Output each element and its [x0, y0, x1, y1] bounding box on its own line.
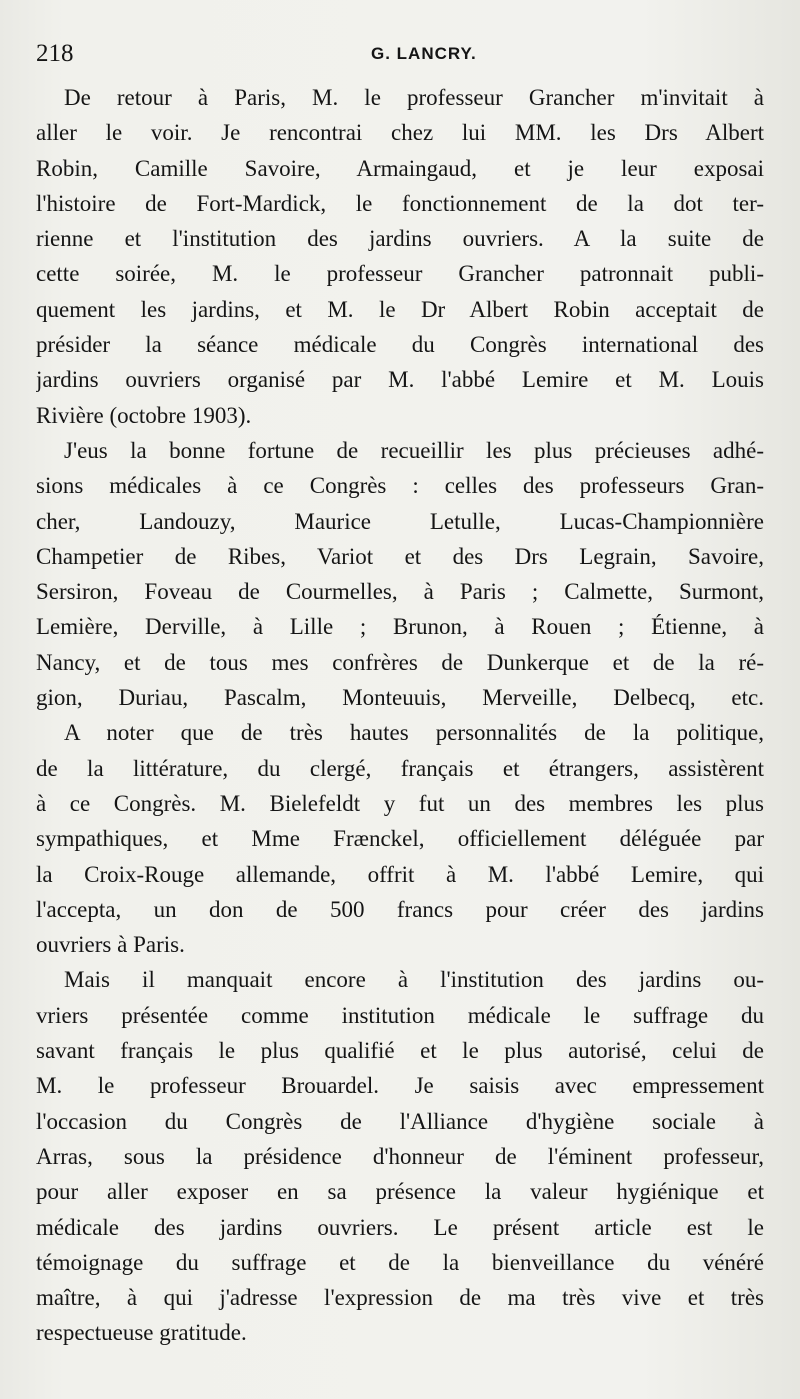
paragraph-4	[36, 962, 764, 1350]
text-line: médicale des jardins ouvriers. Le présent article est le	[36, 1214, 764, 1240]
text-line: cher, Landouzy, Maurice Letulle, Lucas-Championnière	[36, 508, 764, 534]
text-line: Nancy, et de tous mes confrères de Dunkerque et de la ré-	[36, 649, 764, 675]
text-line: la Croix-Rouge allemande, offrit à M. l'abbé Lemire, qui	[36, 861, 764, 887]
text-line: J'eus la bonne fortune de recueillir les plus précieuses adhé-	[64, 437, 764, 463]
running-head: G. LANCRY.	[371, 44, 477, 63]
body-text	[36, 80, 764, 1351]
text-line: vriers présentée comme institution médicale le suffrage du	[36, 1002, 764, 1028]
text-line: présider la séance médicale du Congrès international des	[36, 332, 764, 358]
text-line: cette soirée, M. le professeur Grancher patronnait publi-	[36, 261, 764, 287]
text-line: ouvriers à Paris.	[36, 932, 185, 958]
text-line: Rivière (octobre 1903).	[36, 402, 252, 428]
text-line: aller le voir. Je rencontrai chez lui MM. les Drs Albert	[36, 120, 764, 146]
paragraph-3	[36, 715, 764, 962]
text-line: M. le professeur Brouardel. Je saisis avec empressement	[36, 1073, 764, 1099]
text-line: Mais il manquait encore à l'institution des jardins ou-	[64, 967, 764, 993]
text-line: maître, à qui j'adresse l'expression de ma très vive et très	[36, 1285, 764, 1311]
text-line: l'histoire de Fort-Mardick, le fonctionnement de la dot ter-	[36, 190, 764, 216]
text-line: jardins ouvriers organisé par M. l'abbé Lemire et M. Louis	[36, 367, 764, 393]
text-line: sympathiques, et Mme Frænckel, officiellement déléguée par	[36, 826, 764, 852]
text-line: Lemière, Derville, à Lille ; Brunon, à Rouen ; Étienne, à	[36, 614, 764, 640]
text-line: Sersiron, Foveau de Courmelles, à Paris ; Calmette, Surmont,	[36, 579, 764, 605]
paragraph-1	[36, 80, 764, 433]
text-line: témoignage du suffrage et de la bienveillance du vénéré	[36, 1249, 764, 1275]
text-line: gion, Duriau, Pascalm, Monteuuis, Merveille, Delbecq, etc.	[36, 685, 764, 711]
text-line: De retour à Paris, M. le professeur Grancher m'invitait à	[64, 85, 764, 110]
text-line: sions médicales à ce Congrès : celles des professeurs Gran-	[36, 473, 764, 499]
page-header	[36, 40, 764, 74]
text-line: rienne et l'institution des jardins ouvriers. A la suite de	[36, 226, 764, 252]
text-line: quement les jardins, et M. le Dr Albert Robin acceptait de	[36, 296, 764, 322]
text-line: à ce Congrès. M. Bielefeldt y fut un des membres les plus	[36, 790, 764, 816]
text-line: Robin, Camille Savoire, Armaingaud, et je leur exposai	[36, 155, 764, 181]
text-line: Champetier de Ribes, Variot et des Drs Legrain, Savoire,	[36, 543, 764, 569]
text-line: savant français le plus qualifié et le plus autorisé, celui de	[36, 1038, 764, 1064]
text-line: l'accepta, un don de 500 francs pour créer des jardins	[36, 896, 764, 922]
page-number: 218	[36, 40, 74, 67]
text-line: pour aller exposer en sa présence la valeur hygiénique et	[36, 1179, 764, 1205]
text-line: A noter que de très hautes personnalités de la politique,	[64, 720, 764, 746]
paragraph-2	[36, 433, 764, 715]
text-line: de la littérature, du clergé, français et étrangers, assistèrent	[36, 755, 764, 781]
text-line: l'occasion du Congrès de l'Alliance d'hygiène sociale à	[36, 1108, 764, 1134]
text-line: Arras, sous la présidence d'honneur de l'éminent professeur,	[36, 1143, 764, 1169]
text-line: respectueuse gratitude.	[36, 1320, 247, 1346]
